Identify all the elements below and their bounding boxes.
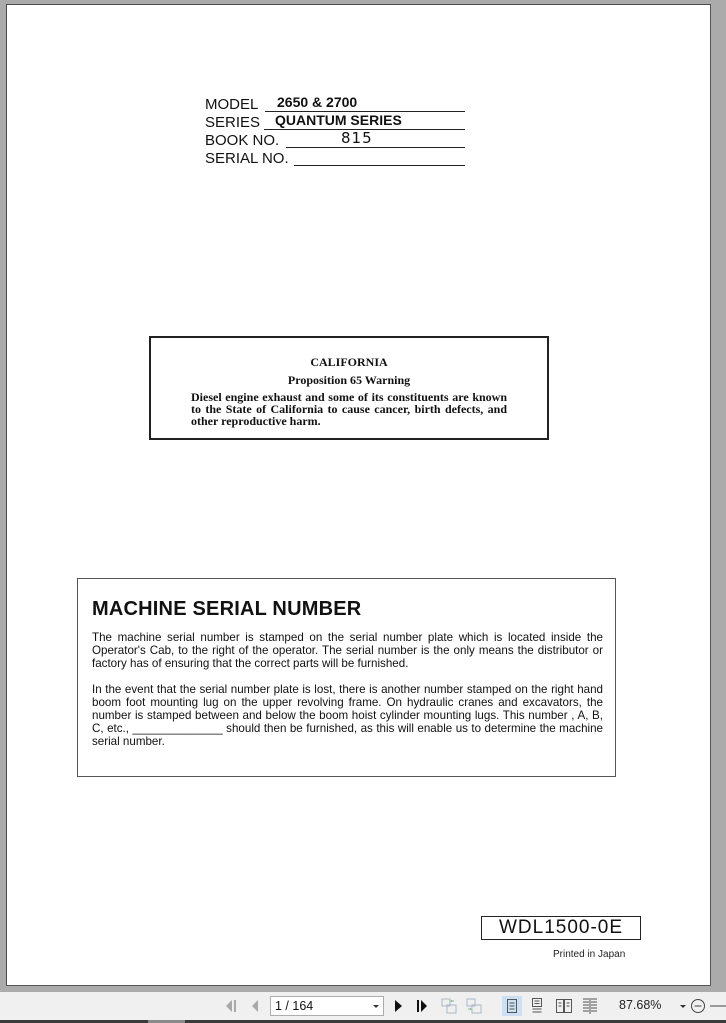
- previous-page-button[interactable]: [246, 996, 264, 1016]
- next-view-button[interactable]: [463, 996, 485, 1016]
- warning-subtitle: Proposition 65 Warning: [287, 373, 411, 387]
- previous-view-button[interactable]: [438, 996, 460, 1016]
- document-number: WDL1500-0E: [481, 916, 641, 940]
- page-indicator: 1 / 164: [275, 999, 314, 1013]
- zoom-out-button[interactable]: [689, 996, 707, 1016]
- first-page-button[interactable]: [222, 996, 240, 1016]
- chevron-down-icon: [373, 1005, 379, 1008]
- previous-view-icon: [440, 997, 458, 1015]
- model-label: MODEL: [205, 96, 259, 113]
- zoom-slider-track: [710, 1004, 726, 1008]
- serial-paragraph-2: In the event that the serial number plate is lost, there is another number stamped on the right hand boom foot mounting lug on the upper revolving frame. On hydraulic cranes and excavators, the number is stamped between and below the boom hoist cylinder mounting lugs. This number , A, B, C, etc., ______________ should then be furnished, as this will enable us to determine the machine serial number.: [92, 683, 603, 748]
- series-row: [205, 114, 465, 132]
- serial-heading: MACHINE SERIAL NUMBER: [92, 598, 362, 620]
- last-page-button[interactable]: [412, 996, 432, 1016]
- warning-title: CALIFORNIA: [310, 355, 388, 369]
- facing-pages-icon: [556, 999, 572, 1013]
- serial-paragraph-1: The machine serial number is stamped on the serial number plate which is located inside the Operator's Cab, to the right of the operator. The serial number is the only means the distributor or factory has of ensuring that the correct parts will be furnished.: [92, 631, 603, 670]
- facing-view-button[interactable]: [554, 996, 574, 1016]
- pdf-page: [6, 4, 711, 986]
- page-number-select[interactable]: [270, 996, 384, 1016]
- serial-row: [205, 150, 465, 168]
- model-value: 2650 & 2700: [277, 94, 358, 110]
- next-page-icon: [392, 999, 404, 1013]
- continuous-page-icon: [531, 998, 543, 1014]
- machine-serial-number-box: [77, 578, 616, 777]
- pdf-viewer-toolbar: [0, 992, 726, 1020]
- last-page-icon: [415, 999, 429, 1013]
- document-info-form: [205, 96, 465, 168]
- single-page-view-button[interactable]: [502, 996, 522, 1016]
- zoom-out-icon: [690, 998, 706, 1014]
- printed-in-japan: Printed in Japan: [553, 949, 626, 960]
- continuous-facing-icon: [582, 998, 598, 1014]
- series-value: QUANTUM SERIES: [275, 112, 402, 128]
- prop65-warning-box: [149, 336, 549, 440]
- continuous-view-button[interactable]: [528, 996, 546, 1016]
- zoom-level[interactable]: 87.68%: [619, 998, 662, 1012]
- previous-page-icon: [249, 999, 261, 1013]
- single-page-icon: [506, 999, 518, 1013]
- book-label: BOOK NO.: [205, 132, 280, 149]
- book-underline: [286, 147, 465, 148]
- zoom-slider[interactable]: [710, 996, 726, 1016]
- zoom-dropdown-icon[interactable]: [680, 1005, 686, 1008]
- warning-body: Diesel engine exhaust and some of its constituents are known to the State of California to cause cancer, birth defects, and other reproductive harm.: [191, 390, 507, 428]
- continuous-facing-view-button[interactable]: [580, 996, 600, 1016]
- serial-label: SERIAL NO.: [205, 150, 289, 167]
- next-page-button[interactable]: [390, 996, 406, 1016]
- series-label: SERIES: [205, 114, 261, 131]
- book-row: [205, 129, 465, 150]
- serial-underline: [294, 165, 465, 166]
- book-value: 815: [341, 129, 373, 147]
- first-page-icon: [224, 999, 238, 1013]
- next-view-icon: [465, 997, 483, 1015]
